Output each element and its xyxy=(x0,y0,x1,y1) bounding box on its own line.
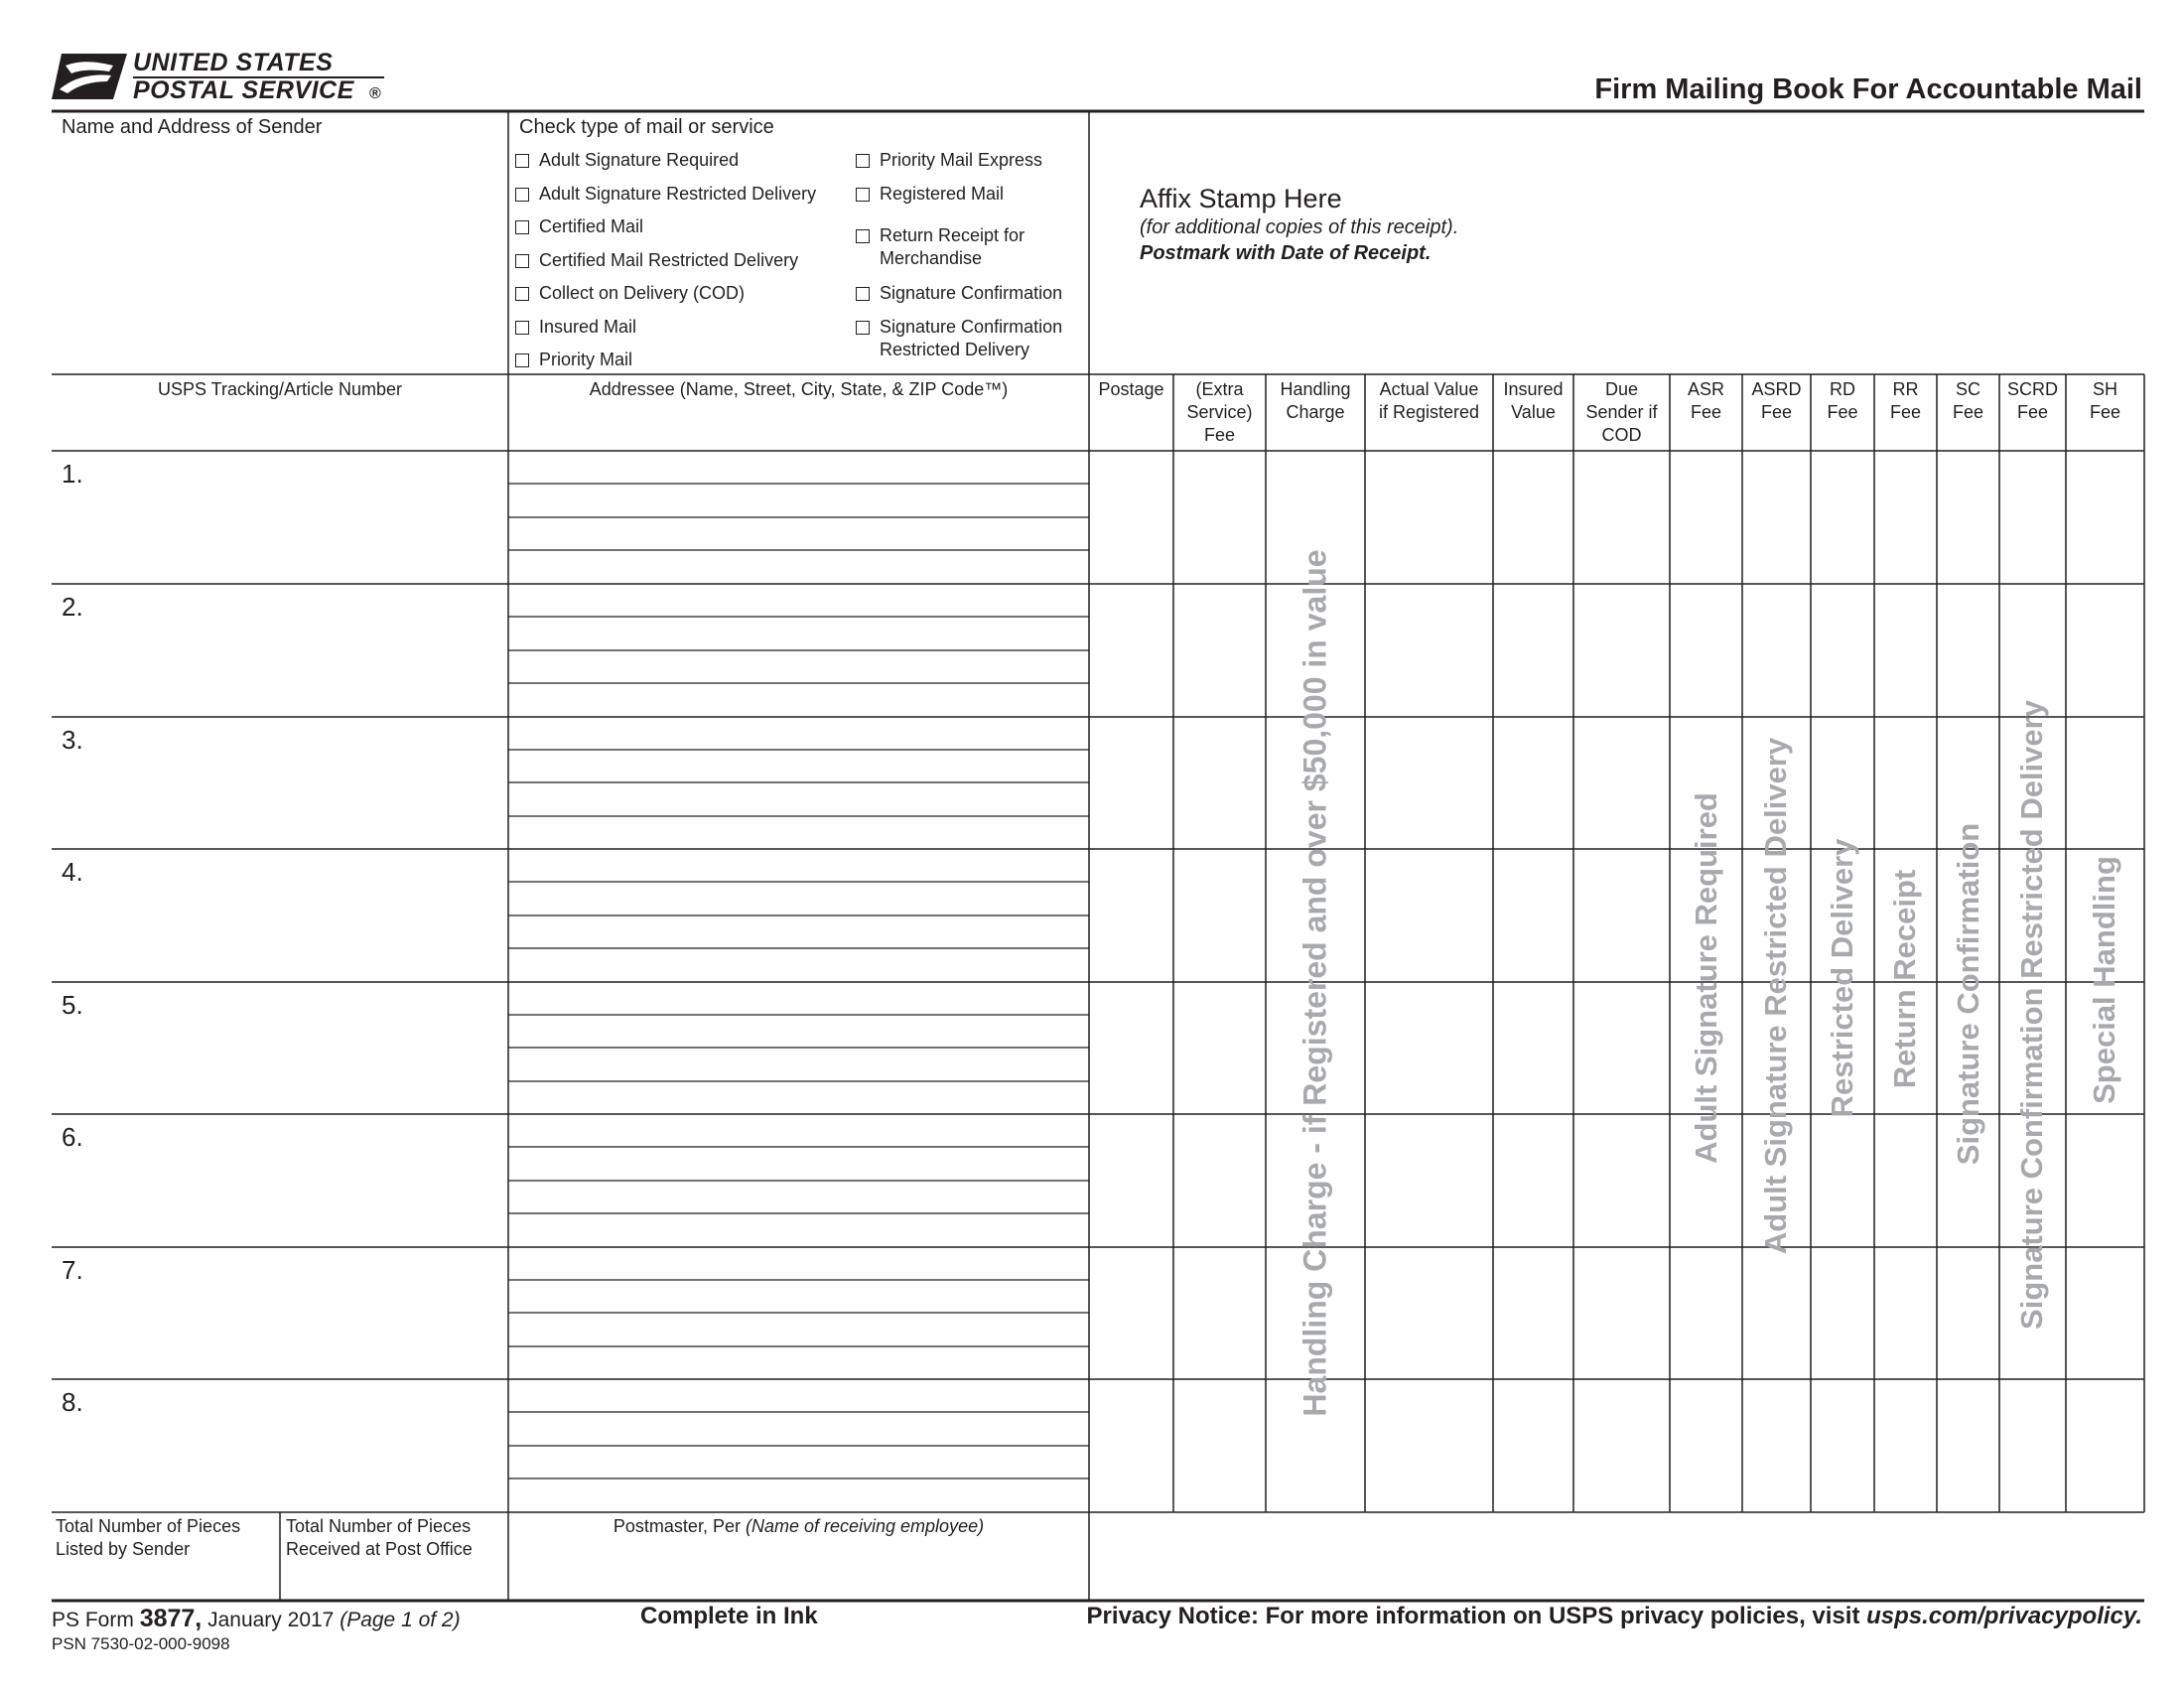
checkbox-box[interactable] xyxy=(515,321,529,335)
checkbox-certified-mail[interactable]: Certified Mail xyxy=(513,215,816,249)
checkbox-box[interactable] xyxy=(856,229,870,243)
check-type-label: Check type of mail or service xyxy=(519,116,774,138)
checkbox-box[interactable] xyxy=(515,287,529,301)
postmaster-label: Postmaster, Per (Name of receiving employee) xyxy=(613,1516,985,1536)
mail-types-right xyxy=(854,149,1062,361)
watermark-special-handling: Special Handling xyxy=(2087,856,2121,1104)
checkbox-box[interactable] xyxy=(515,220,529,234)
watermark-restricted-delivery: Restricted Delivery xyxy=(1825,838,1859,1118)
row-number-2: 2. xyxy=(62,592,83,622)
checkbox-adult-signature-required[interactable]: Adult Signature Required xyxy=(513,149,816,183)
form-id: PS Form 3877, January 2017 (Page 1 of 2) xyxy=(52,1605,461,1632)
checkbox-signature-confirmation[interactable]: Signature Confirmation xyxy=(854,282,1062,316)
col-sc-fee: SC Fee xyxy=(1952,379,1984,422)
col-tracking-number: USPS Tracking/Article Number xyxy=(157,379,403,399)
checkbox-certified-mail-restricted-delivery[interactable]: Certified Mail Restricted Delivery xyxy=(513,249,816,283)
col-rd-fee: RD Fee xyxy=(1827,379,1858,422)
checkbox-priority-mail-express[interactable]: Priority Mail Express xyxy=(854,149,1062,183)
checkbox-return-receipt-merchandise[interactable]: Return Receipt for Merchandise xyxy=(854,224,1062,282)
logo-line-1: UNITED STATES xyxy=(133,49,334,76)
privacy-link[interactable]: usps.com/privacypolicy. xyxy=(1866,1603,2142,1629)
col-sh-fee: SH Fee xyxy=(2089,379,2121,422)
watermark-signature-confirmation: Signature Confirmation xyxy=(1951,822,1985,1166)
checkbox-signature-confirmation-restricted-delivery[interactable]: Signature Confirmation Restricted Delivery xyxy=(854,316,1062,361)
mail-types-left xyxy=(513,149,816,382)
row-number-4: 4. xyxy=(62,857,83,887)
col-actual-value: Actual Value if Registered xyxy=(1378,379,1480,422)
checkbox-box[interactable] xyxy=(515,188,529,202)
watermark-handling-charge: Handling Charge - if Registered and over $50,000 in value xyxy=(1297,549,1333,1417)
checkbox-box[interactable] xyxy=(856,321,870,335)
logo-line-2: POSTAL SERVICE xyxy=(133,76,354,104)
col-postage: Postage xyxy=(1098,379,1164,399)
checkbox-box[interactable] xyxy=(856,154,870,168)
checkbox-box[interactable] xyxy=(856,188,870,202)
watermark-signature-confirmation-restricted-delivery: Signature Confirmation Restricted Delivery xyxy=(2014,700,2049,1330)
row-number-7: 7. xyxy=(62,1255,83,1285)
checkbox-adult-signature-restricted-delivery[interactable]: Adult Signature Restricted Delivery xyxy=(513,183,816,216)
checkbox-registered-mail[interactable]: Registered Mail xyxy=(854,183,1062,224)
stamp-postmark-note: Postmark with Date of Receipt. xyxy=(1140,242,1432,264)
watermark-return-receipt: Return Receipt xyxy=(1887,869,1922,1089)
checkbox-box[interactable] xyxy=(515,254,529,268)
col-addressee: Addressee (Name, Street, City, State, & ZIP Code™) xyxy=(589,379,1009,399)
row-number-8: 8. xyxy=(62,1387,83,1417)
privacy-notice: Privacy Notice: For more information on USPS privacy policies, visit usps.com/privacypolicy. xyxy=(1086,1603,2142,1629)
checkbox-box[interactable] xyxy=(515,353,529,367)
col-handling-charge: Handling Charge xyxy=(1280,379,1351,422)
total-pieces-received-label: Total Number of Pieces Received at Post Office xyxy=(286,1516,473,1559)
col-due-sender-cod: Due Sender if COD xyxy=(1585,379,1658,445)
watermark-adult-signature-restricted-delivery: Adult Signature Restricted Delivery xyxy=(1758,737,1793,1255)
registered-mark: ® xyxy=(369,85,381,102)
row-number-1: 1. xyxy=(62,459,83,489)
col-extra-service-fee: (Extra Service) Fee xyxy=(1186,379,1253,445)
sender-label: Name and Address of Sender xyxy=(62,116,323,138)
sender-address-field[interactable] xyxy=(56,141,502,369)
stamp-heading: Affix Stamp Here xyxy=(1140,184,1342,213)
page-title: Firm Mailing Book For Accountable Mail xyxy=(1594,73,2142,105)
checkbox-box[interactable] xyxy=(856,287,870,301)
stamp-area xyxy=(1140,183,1458,266)
row-number-5: 5. xyxy=(62,990,83,1020)
col-rr-fee: RR Fee xyxy=(1889,379,1922,422)
col-asr-fee: ASR Fee xyxy=(1687,379,1724,422)
col-asrd-fee: ASRD Fee xyxy=(1751,379,1802,422)
checkbox-priority-mail[interactable]: Priority Mail xyxy=(513,349,816,382)
watermark-adult-signature-required: Adult Signature Required xyxy=(1689,792,1723,1164)
checkbox-cod[interactable]: Collect on Delivery (COD) xyxy=(513,282,816,316)
psn-number: PSN 7530-02-000-9098 xyxy=(52,1634,230,1653)
checkbox-insured-mail[interactable]: Insured Mail xyxy=(513,316,816,350)
row-number-6: 6. xyxy=(62,1122,83,1152)
col-scrd-fee: SCRD Fee xyxy=(2006,379,2058,422)
stamp-note: (for additional copies of this receipt). xyxy=(1140,216,1459,238)
total-pieces-listed-label: Total Number of Pieces Listed by Sender xyxy=(56,1516,241,1559)
complete-in-ink: Complete in Ink xyxy=(640,1603,818,1629)
checkbox-box[interactable] xyxy=(515,154,529,168)
row-number-3: 3. xyxy=(62,725,83,755)
col-insured-value: Insured Value xyxy=(1503,379,1564,422)
